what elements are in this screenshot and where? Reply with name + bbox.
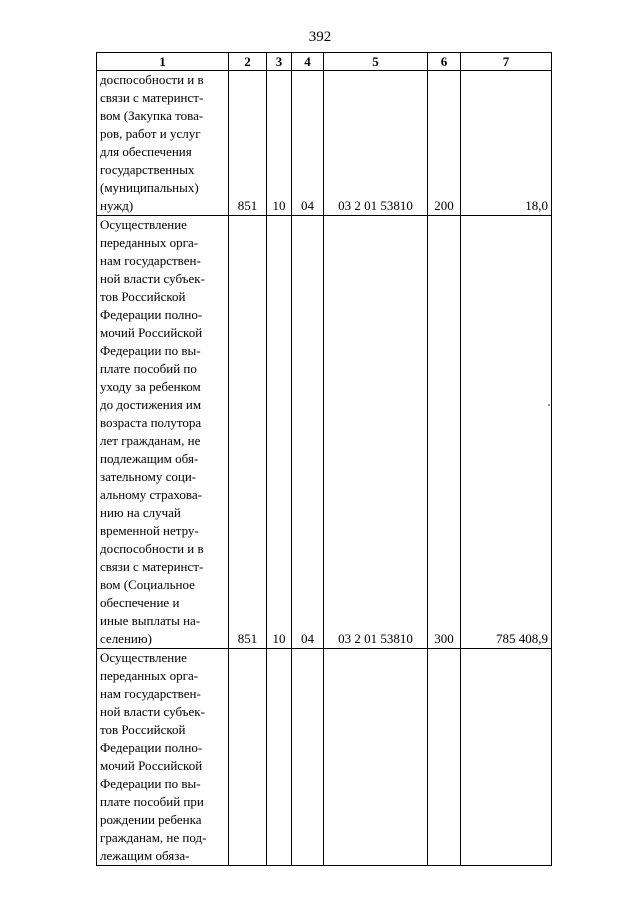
description-line: Федерации по вы- [100, 776, 201, 791]
section-cell [267, 649, 292, 866]
description-line: связи с материнст- [100, 559, 204, 574]
gov-code-cell: 851 [229, 71, 267, 216]
expense-type-cell: 300 [428, 216, 461, 649]
description-line: альному страхова- [100, 487, 202, 502]
expense-type-cell: 200 [428, 71, 461, 216]
description-line: нужд) [100, 198, 134, 213]
description-line: лет гражданам, не [100, 433, 201, 448]
description-line: (муниципальных) [100, 180, 199, 195]
section-cell: 10 [267, 71, 292, 216]
description-line: рождении ребенка [100, 812, 202, 827]
description-line: Федерации полно- [100, 740, 203, 755]
description-line: зательному соци- [100, 469, 197, 484]
column-header: 6 [428, 53, 461, 71]
description-line: тов Российской [100, 289, 186, 304]
amount-cell [461, 649, 552, 866]
section-cell: 10 [267, 216, 292, 649]
description-line: переданных орга- [100, 668, 199, 683]
subsection-cell [292, 649, 324, 866]
column-header: 3 [267, 53, 292, 71]
scan-speck [548, 404, 550, 406]
description-line: связи с материнст- [100, 90, 204, 105]
target-article-cell [324, 649, 428, 866]
subsection-cell: 04 [292, 216, 324, 649]
description-line: государственных [100, 162, 195, 177]
description-cell [97, 71, 229, 216]
description-line: Осуществление [100, 650, 187, 665]
table-header-row [97, 53, 552, 71]
description-line: вом (Социальное [100, 577, 195, 592]
description-line: плате пособий при [100, 794, 204, 809]
description-line: вом (Закупка това- [100, 108, 204, 123]
column-header: 7 [461, 53, 552, 71]
description-line: нам государствен- [100, 253, 201, 268]
table-row [97, 216, 552, 649]
description-line: возраста полутора [100, 415, 202, 430]
table-row [97, 649, 552, 866]
description-line: тов Российской [100, 722, 186, 737]
description-line: ров, работ и услуг [100, 126, 201, 141]
description-line: мочий Российской [100, 758, 203, 773]
column-header: 1 [97, 53, 229, 71]
description-line: Осуществление [100, 217, 187, 232]
description-line: ной власти субъек- [100, 704, 205, 719]
description-line: мочий Российской [100, 325, 203, 340]
amount-cell: 785 408,9 [461, 216, 552, 649]
description-line: Федерации полно- [100, 307, 203, 322]
description-line: доспособности и в [100, 541, 204, 556]
target-article-cell: 03 2 01 53810 [324, 216, 428, 649]
description-line: нам государствен- [100, 686, 201, 701]
description-line: переданных орга- [100, 235, 199, 250]
amount-cell: 18,0 [461, 71, 552, 216]
description-line: гражданам, не под- [100, 830, 207, 845]
gov-code-cell: 851 [229, 216, 267, 649]
description-line: для обеспечения [100, 144, 192, 159]
description-line: ной власти субъек- [100, 271, 205, 286]
description-line: обеспечение и [100, 595, 180, 610]
column-header: 4 [292, 53, 324, 71]
description-cell [97, 649, 229, 866]
table-body [97, 71, 552, 866]
description-line: подлежащим обя- [100, 451, 199, 466]
gov-code-cell [229, 649, 267, 866]
column-header: 2 [229, 53, 267, 71]
description-line: временной нетру- [100, 523, 199, 538]
description-line: доспособности и в [100, 72, 204, 87]
description-line: нию на случай [100, 505, 181, 520]
description-line: иные выплаты на- [100, 613, 201, 628]
expense-type-cell [428, 649, 461, 866]
subsection-cell: 04 [292, 71, 324, 216]
description-line: селению) [100, 631, 152, 646]
table-row [97, 71, 552, 216]
description-line: до достижения им [100, 397, 202, 412]
column-header: 5 [324, 53, 428, 71]
description-line: лежащим обяза- [100, 848, 190, 863]
description-line: уходу за ребенком [100, 379, 201, 394]
description-cell [97, 216, 229, 649]
target-article-cell: 03 2 01 53810 [324, 71, 428, 216]
page-number: 392 [308, 29, 332, 45]
description-line: Федерации по вы- [100, 343, 201, 358]
budget-table [96, 52, 552, 866]
description-line: плате пособий по [100, 361, 197, 376]
